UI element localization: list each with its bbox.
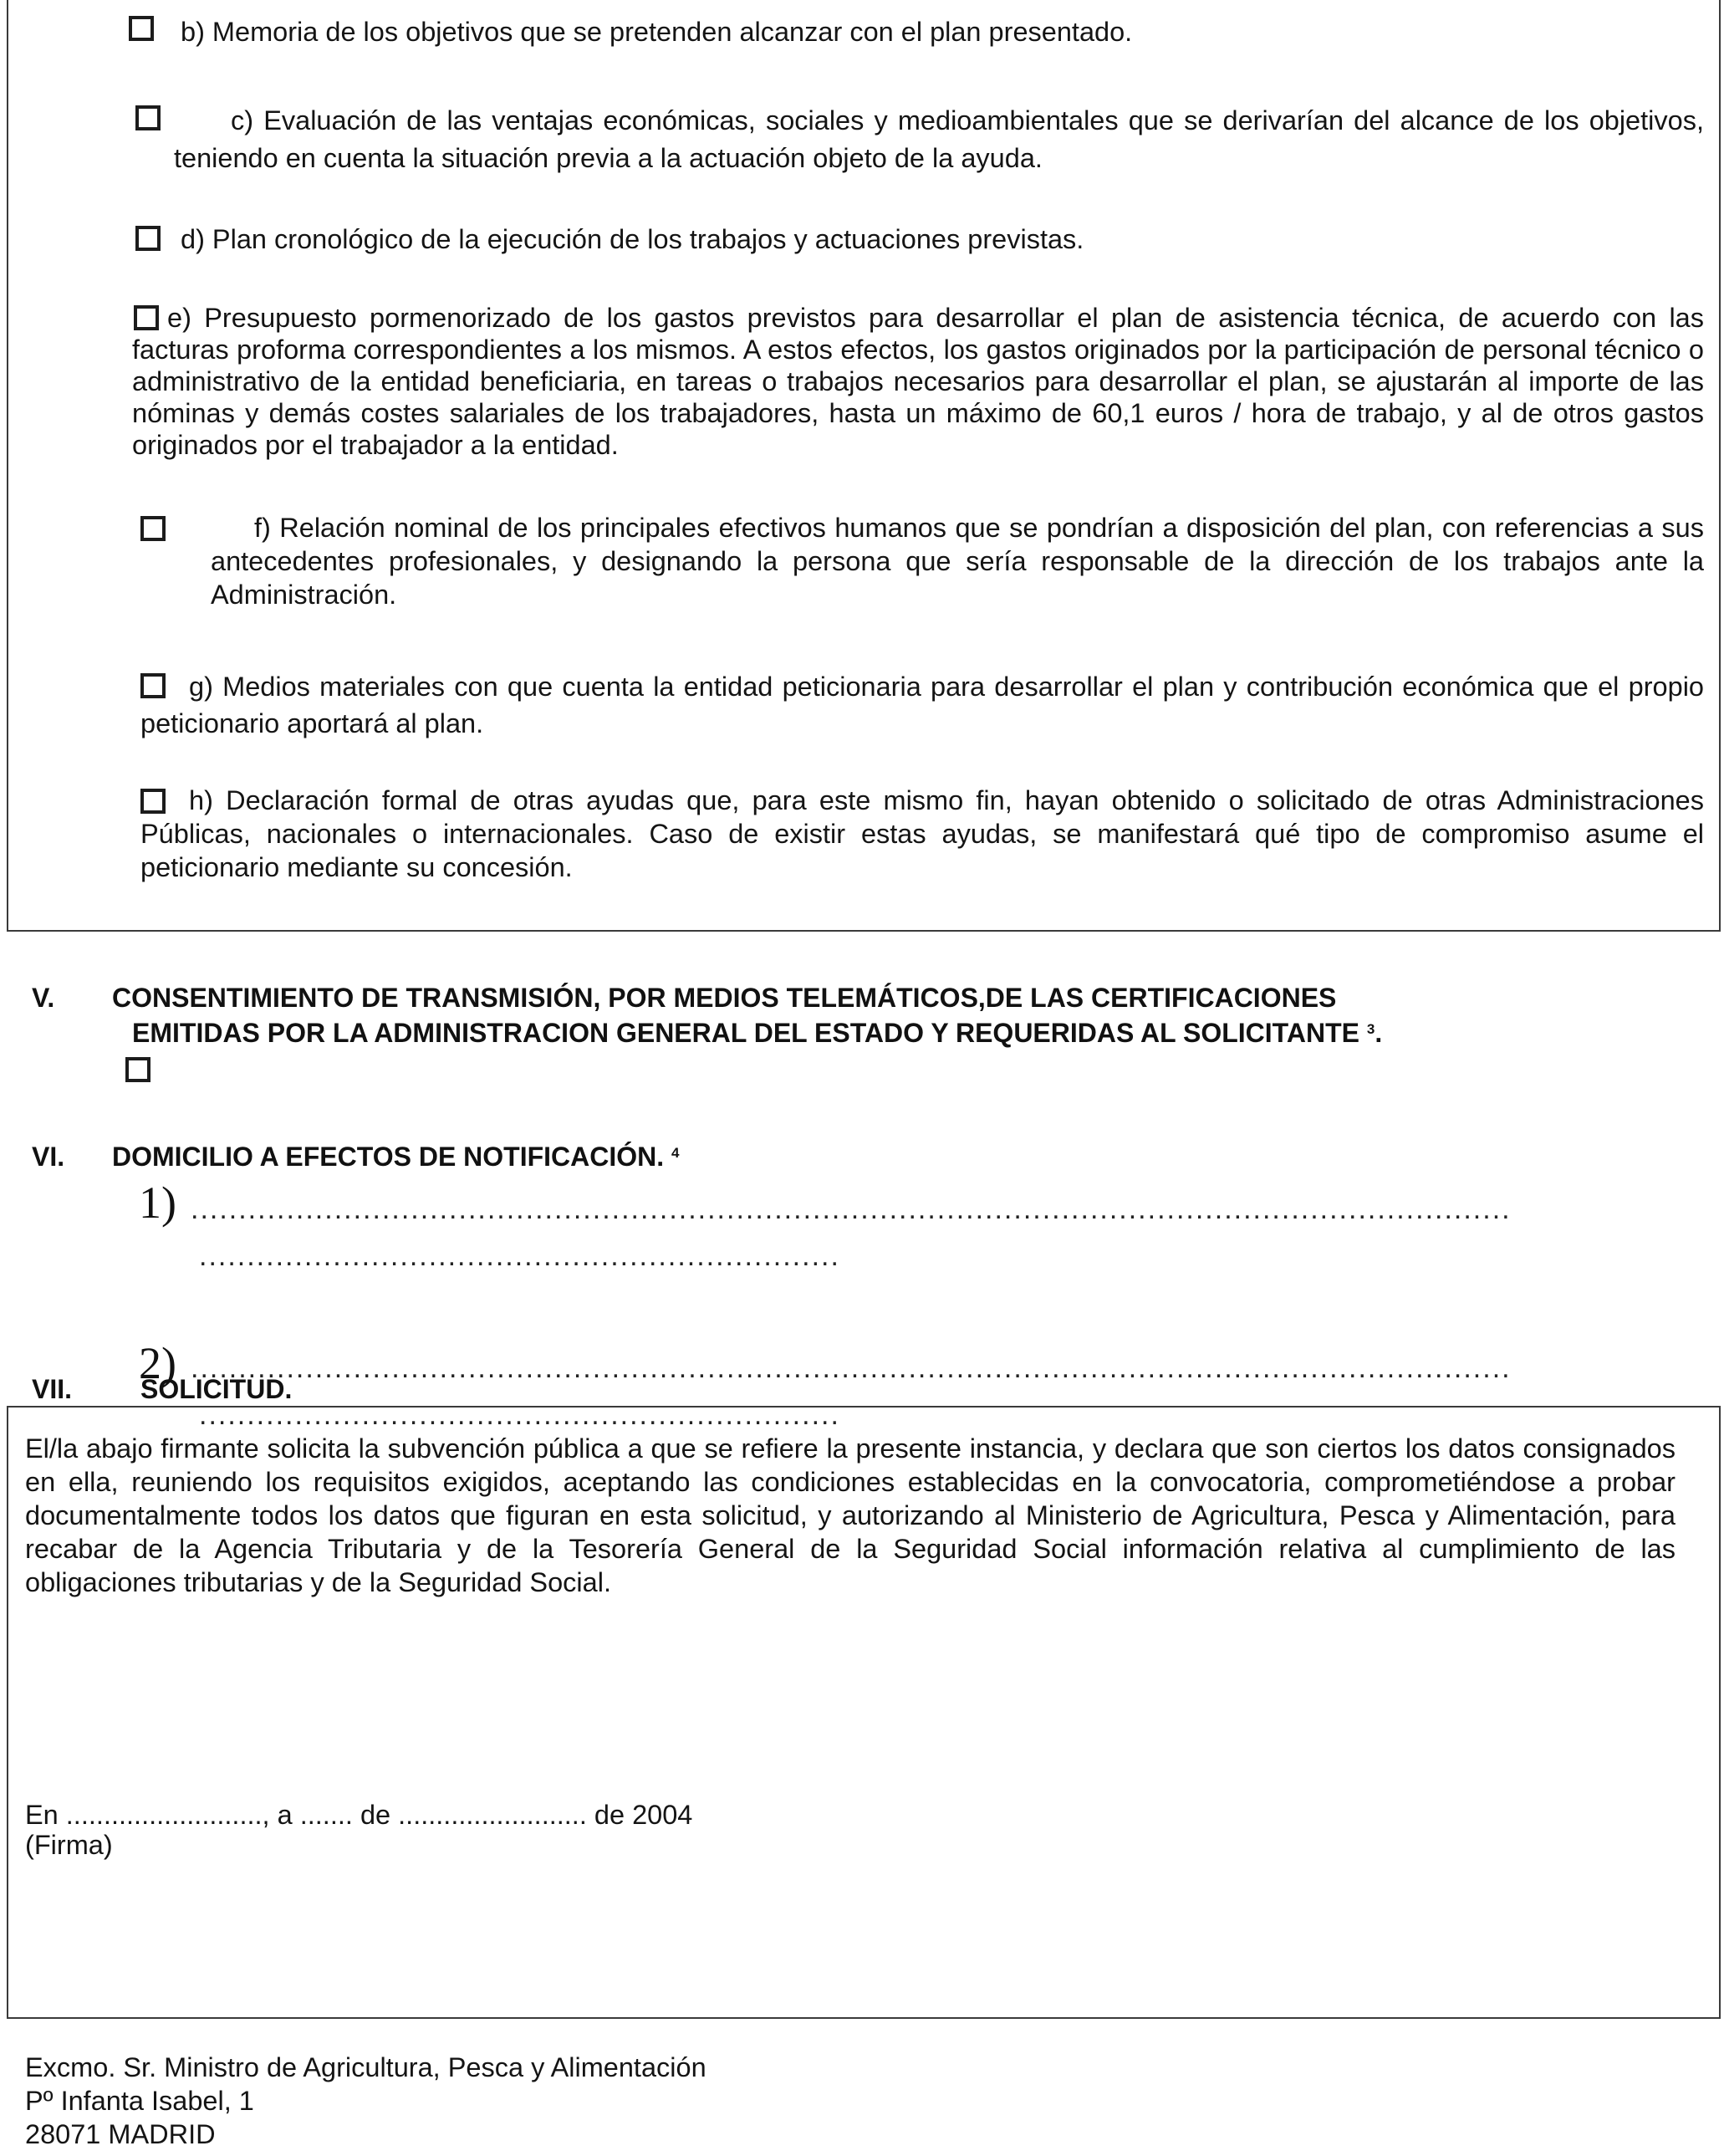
address-1-line1[interactable]: .......................................................................................................................................... — [191, 1193, 1512, 1225]
section-v-number: V. — [32, 983, 55, 1013]
address-2-label: 2) — [139, 1338, 176, 1388]
item-c — [132, 102, 1704, 177]
checkbox-d[interactable] — [135, 226, 161, 251]
item-f — [140, 511, 1704, 611]
recipient-line3: 28071 MADRID — [25, 2119, 216, 2149]
signature-label: (Firma) — [25, 1830, 113, 1860]
section-vi-title: DOMICILIO A EFECTOS DE NOTIFICACIÓN. $^4$ — [112, 1142, 680, 1172]
item-c-text: c) Evaluación de las ventajas económicas, sociales y medioambientales que se derivarían del alcance de los objetivos, teniendo en cuenta la situación previa a la actuación objeto de la ayuda. — [174, 105, 1704, 173]
footnote-3: 3 — [1366, 1021, 1375, 1037]
item-g-text: g) Medios materiales con que cuenta la entidad peticionaria para desarrollar el plan y contribución económica que el propio peticionario aportará al plan. — [140, 672, 1704, 738]
section-v-title-line2: EMITIDAS POR LA ADMINISTRACION GENERAL DEL ESTADO Y REQUERIDAS AL SOLICITANTE $^3$. — [132, 1018, 1383, 1048]
checkbox-e[interactable] — [134, 305, 159, 330]
checkbox-consent[interactable] — [125, 1057, 150, 1082]
item-b — [132, 13, 1704, 51]
section-vi — [0, 1139, 1724, 1176]
section-vii-number: VII. — [32, 1374, 73, 1404]
solicitud-text: El/la abajo firmante solicita la subvención pública a que se refiere la presente instancia, y declara que son ciertos los datos consignados en ella, reuniendo los requisitos exigidos, aceptando las condiciones establecidas en la convocatoria, comprometiéndose a probar documentalmente todos los datos que figuran en esta solicitud, y autorizando al Ministerio de Agricultura, Pesca y Alimentación, para recabar de la Agencia Tributaria y de la Tesorería General de la Seguridad Social información relativa al cumplimiento de las obligaciones tributarias y de la Seguridad Social. — [25, 1433, 1676, 1597]
footnote-4: 4 — [671, 1145, 680, 1161]
item-d — [132, 221, 1704, 258]
place-date-line[interactable]: En .........................., a ....... de ......................... de 2004 — [25, 1800, 693, 1830]
address-1-label: 1) — [139, 1178, 176, 1228]
section-v — [0, 980, 1724, 1064]
item-h-text: h) Declaración formal de otras ayudas que, para este mismo fin, hayan obtenido o solicitado de otras Administraciones Públicas, nacionales o internacionales. Caso de existir estas ayudas, se manifestará qué tipo de compromiso asume el peticionario mediante su concesión. — [140, 785, 1704, 882]
item-b-text: b) Memoria de los objetivos que se pretenden alcanzar con el plan presentado. — [181, 17, 1133, 47]
item-h — [140, 784, 1704, 884]
item-e-text: e) Presupuesto pormenorizado de los gastos previstos para desarrollar el plan de asistencia técnica, de acuerdo con las facturas proforma correspondientes a los mismos. A estos efectos, los gastos originados por la participación de personal técnico o administrativo de la entidad beneficiaria, en tareas o trabajos necesarios para desarrollar el plan, se ajustarán al importe de las nóminas y demás costes salariales de los trabajadores, hasta un máximo de 60,1 euros / hora de trabajo, y al de otros gastos originados por el trabajador a la entidad. — [132, 303, 1704, 460]
item-d-text: d) Plan cronológico de la ejecución de los trabajos y actuaciones previstas. — [181, 224, 1084, 254]
item-g — [140, 668, 1704, 742]
checkbox-f[interactable] — [140, 516, 166, 541]
address-2-line2[interactable]: ................................................................... — [199, 1399, 840, 1431]
address-2-line1[interactable]: .......................................................................................................................................... — [191, 1352, 1512, 1384]
section-v-title-line1: CONSENTIMIENTO DE TRANSMISIÓN, POR MEDIOS TELEMÁTICOS,DE LAS CERTIFICACIONES — [112, 983, 1337, 1013]
section-vii-heading — [0, 1372, 752, 1408]
checkbox-c[interactable] — [135, 105, 161, 130]
section-vii-title: SOLICITUD. — [140, 1374, 293, 1404]
address-1-line2[interactable]: ................................................................... — [199, 1240, 840, 1272]
recipient-line2: Pº Infanta Isabel, 1 — [25, 2086, 254, 2116]
section-vi-number: VI. — [32, 1142, 65, 1172]
recipient-address — [25, 2051, 706, 2151]
checkbox-h[interactable] — [140, 789, 166, 814]
checkbox-g[interactable] — [140, 673, 166, 698]
item-e — [132, 302, 1704, 461]
recipient-line1: Excmo. Sr. Ministro de Agricultura, Pesca y Alimentación — [25, 2052, 706, 2082]
checkbox-b[interactable] — [129, 16, 154, 41]
item-f-text: f) Relación nominal de los principales efectivos humanos que se pondrían a disposición del plan, con referencias a sus antecedentes profesionales, y designando la persona que sería responsable de la dirección de los trabajos ante la Administración. — [211, 513, 1704, 610]
